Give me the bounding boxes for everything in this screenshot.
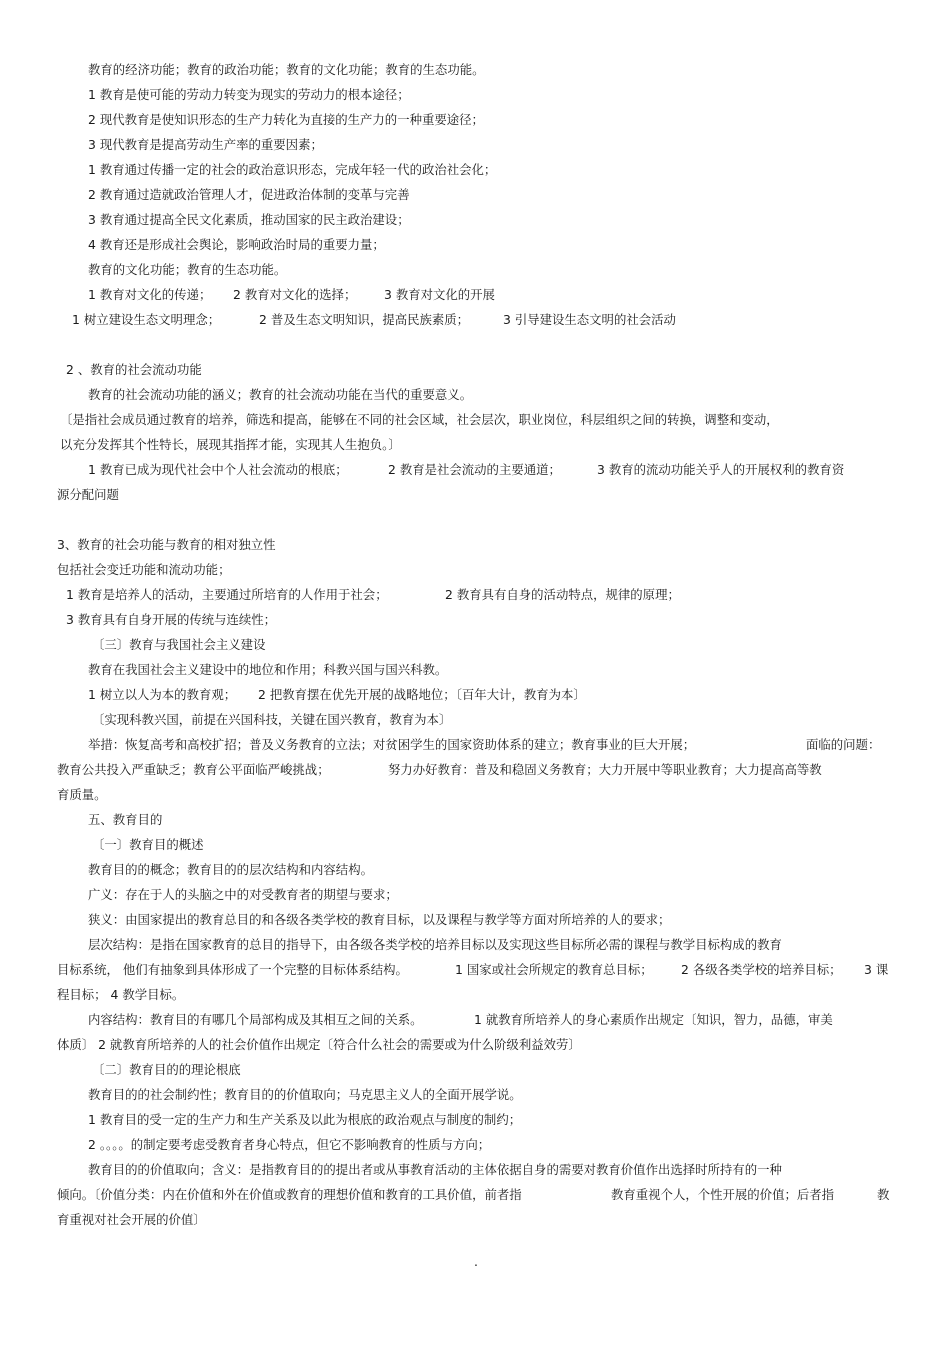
text-segment: 举措：恢复高考和高校扩招；普及义务教育的立法；对贫困学生的国家资助体系的建立；教育事业的巨大开展； [88,737,696,752]
text-segment: 1 树立以人为本的教育观； [88,687,237,702]
text-line: 〔二〕教育目的的理论根底 [92,1062,241,1077]
text-segment: 3 引导建设生态文明的社会活动 [503,312,676,327]
text-segment: 3 教育对文化的开展 [384,287,495,302]
text-segment: 教育公共投入严重缺乏；教育公平面临严峻挑战； [57,762,330,777]
text-line: 〔三〕教育与我国社会主义建设 [92,637,266,652]
text-line: 狭义：由国家提出的教育总目的和各级各类学校的教育目标，以及课程与教学等方面对所培养的人的要求； [88,912,671,927]
text-line: 〔是指社会成员通过教育的培养，筛选和提高，能够在不同的社会区域，社会层次，职业岗位，科层组织之间的转换，调整和变动， [60,412,779,427]
text-line: 育重视对社会开展的价值〕 [57,1212,206,1227]
text-line: 教育的经济功能；教育的政治功能；教育的文化功能；教育的生态功能。 [88,62,485,77]
text-segment: 3 课 [864,962,889,977]
text-line: 1 教育目的受一定的生产力和生产关系及以此为根底的政治观点与制度的制约； [88,1112,522,1127]
text-segment: 1 教育对文化的传递； [88,287,212,302]
text-segment: 倾向。〔价值分类：内在价值和外在价值或教育的理想价值和教育的工具价值，前者指 [57,1187,522,1202]
text-line: 以充分发挥其个性特长，展现其指挥才能，实现其人生抱负。〕 [60,437,401,452]
text-line: 教育目的的概念；教育目的的层次结构和内容结构。 [88,862,373,877]
text-line: 育质量。 [57,787,107,802]
text-line: 4 教育还是形成社会舆论，影响政治时局的重要力量； [88,237,385,252]
text-line: 2 现代教育是使知识形态的生产力转化为直接的生产力的一种重要途径； [88,112,484,127]
page-footer-mark: . [474,1254,478,1269]
text-segment: 内容结构：教育目的有哪几个局部构成及其相互之间的关系。 [88,1012,423,1027]
text-line: 〔实现科教兴国，前提在兴国科技，关键在国兴教育，教育为本〕 [92,712,452,727]
text-segment: 1 国家或社会所规定的教育总目标； [455,962,653,977]
text-line: 教育目的的社会制约性；教育目的的价值取向；马克思主义人的全面开展学说。 [88,1087,522,1102]
text-segment: 1 就教育所培养人的身心素质作出规定〔知识，智力，品德，审美 [474,1012,833,1027]
text-segment: 2 教育对文化的选择； [233,287,357,302]
text-line: 2 教育通过造就政治管理人才，促进政治体制的变革与完善 [88,187,410,202]
text-line: 程目标； 4 教学目标。 [57,987,185,1002]
text-line: 2 。。。。的制定要考虑受教育者身心特点，但它不影响教育的性质与方向； [88,1137,491,1152]
text-segment: 努力办好教育：普及和稳固义务教育；大力开展中等职业教育；大力提高高等教 [388,762,822,777]
text-line: 体质〕 2 就教育所培养的人的社会价值作出规定〔符合什么社会的需要或为什么阶级利益效劳〕 [57,1037,581,1052]
text-line: 教育目的的价值取向；含义：是指教育目的的提出者或从事教育活动的主体依据自身的需要对教育价值作出选择时所持有的一种 [88,1162,782,1177]
text-line: 〔一〕教育目的概述 [92,837,204,852]
text-line: 层次结构：是指在国家教育的总目的指导下，由各级各类学校的培养目标以及实现这些目标所必需的课程与教学目标构成的教育 [88,937,782,952]
text-segment: 目标系统， 他们有抽象到具体形成了一个完整的目标体系结构。 [57,962,408,977]
text-segment: 2 教育具有自身的活动特点，规律的原理； [445,587,680,602]
text-line: 3、教育的社会功能与教育的相对独立性 [57,537,276,552]
text-line: 3 教育具有自身开展的传统与连续性； [66,612,277,627]
text-segment: 1 教育已成为现代社会中个人社会流动的根底； [88,462,348,477]
text-segment: 2 各级各类学校的培养目标； [681,962,842,977]
text-segment: 面临的问题： [806,737,881,752]
text-line: 教育的社会流动功能的涵义；教育的社会流动功能在当代的重要意义。 [88,387,473,402]
text-line: 教育在我国社会主义建设中的地位和作用；科教兴国与国兴科教。 [88,662,448,677]
text-line: 源分配问题 [57,487,119,502]
text-line: 3 教育通过提高全民文化素质，推动国家的民主政治建设； [88,212,410,227]
text-segment: 1 教育是培养人的活动，主要通过所培育的人作用于社会； [66,587,388,602]
text-segment: 3 教育的流动功能关乎人的开展权利的教育资 [597,462,845,477]
text-line: 1 教育通过传播一定的社会的政治意识形态，完成年轻一代的政治社会化； [88,162,497,177]
text-line: 1 教育是使可能的劳动力转变为现实的劳动力的根本途径； [88,87,410,102]
text-segment: 2 把教育摆在优先开展的战略地位；〔百年大计，教育为本〕 [258,687,586,702]
text-line: 五、教育目的 [88,812,163,827]
text-segment: 教 [877,1187,890,1202]
text-segment: 2 教育是社会流动的主要通道； [388,462,561,477]
text-line: 2 、教育的社会流动功能 [66,362,202,377]
text-line: 广义：存在于人的头脑之中的对受教育者的期望与要求； [88,887,398,902]
text-line: 教育的文化功能；教育的生态功能。 [88,262,287,277]
text-line: 包括社会变迁功能和流动功能； [57,562,231,577]
text-segment: 2 普及生态文明知识，提高民族素质； [259,312,470,327]
text-segment: 教育重视个人，个性开展的价值；后者指 [611,1187,835,1202]
text-line: 3 现代教育是提高劳动生产率的重要因素； [88,137,323,152]
text-segment: 1 树立建设生态文明理念； [72,312,221,327]
